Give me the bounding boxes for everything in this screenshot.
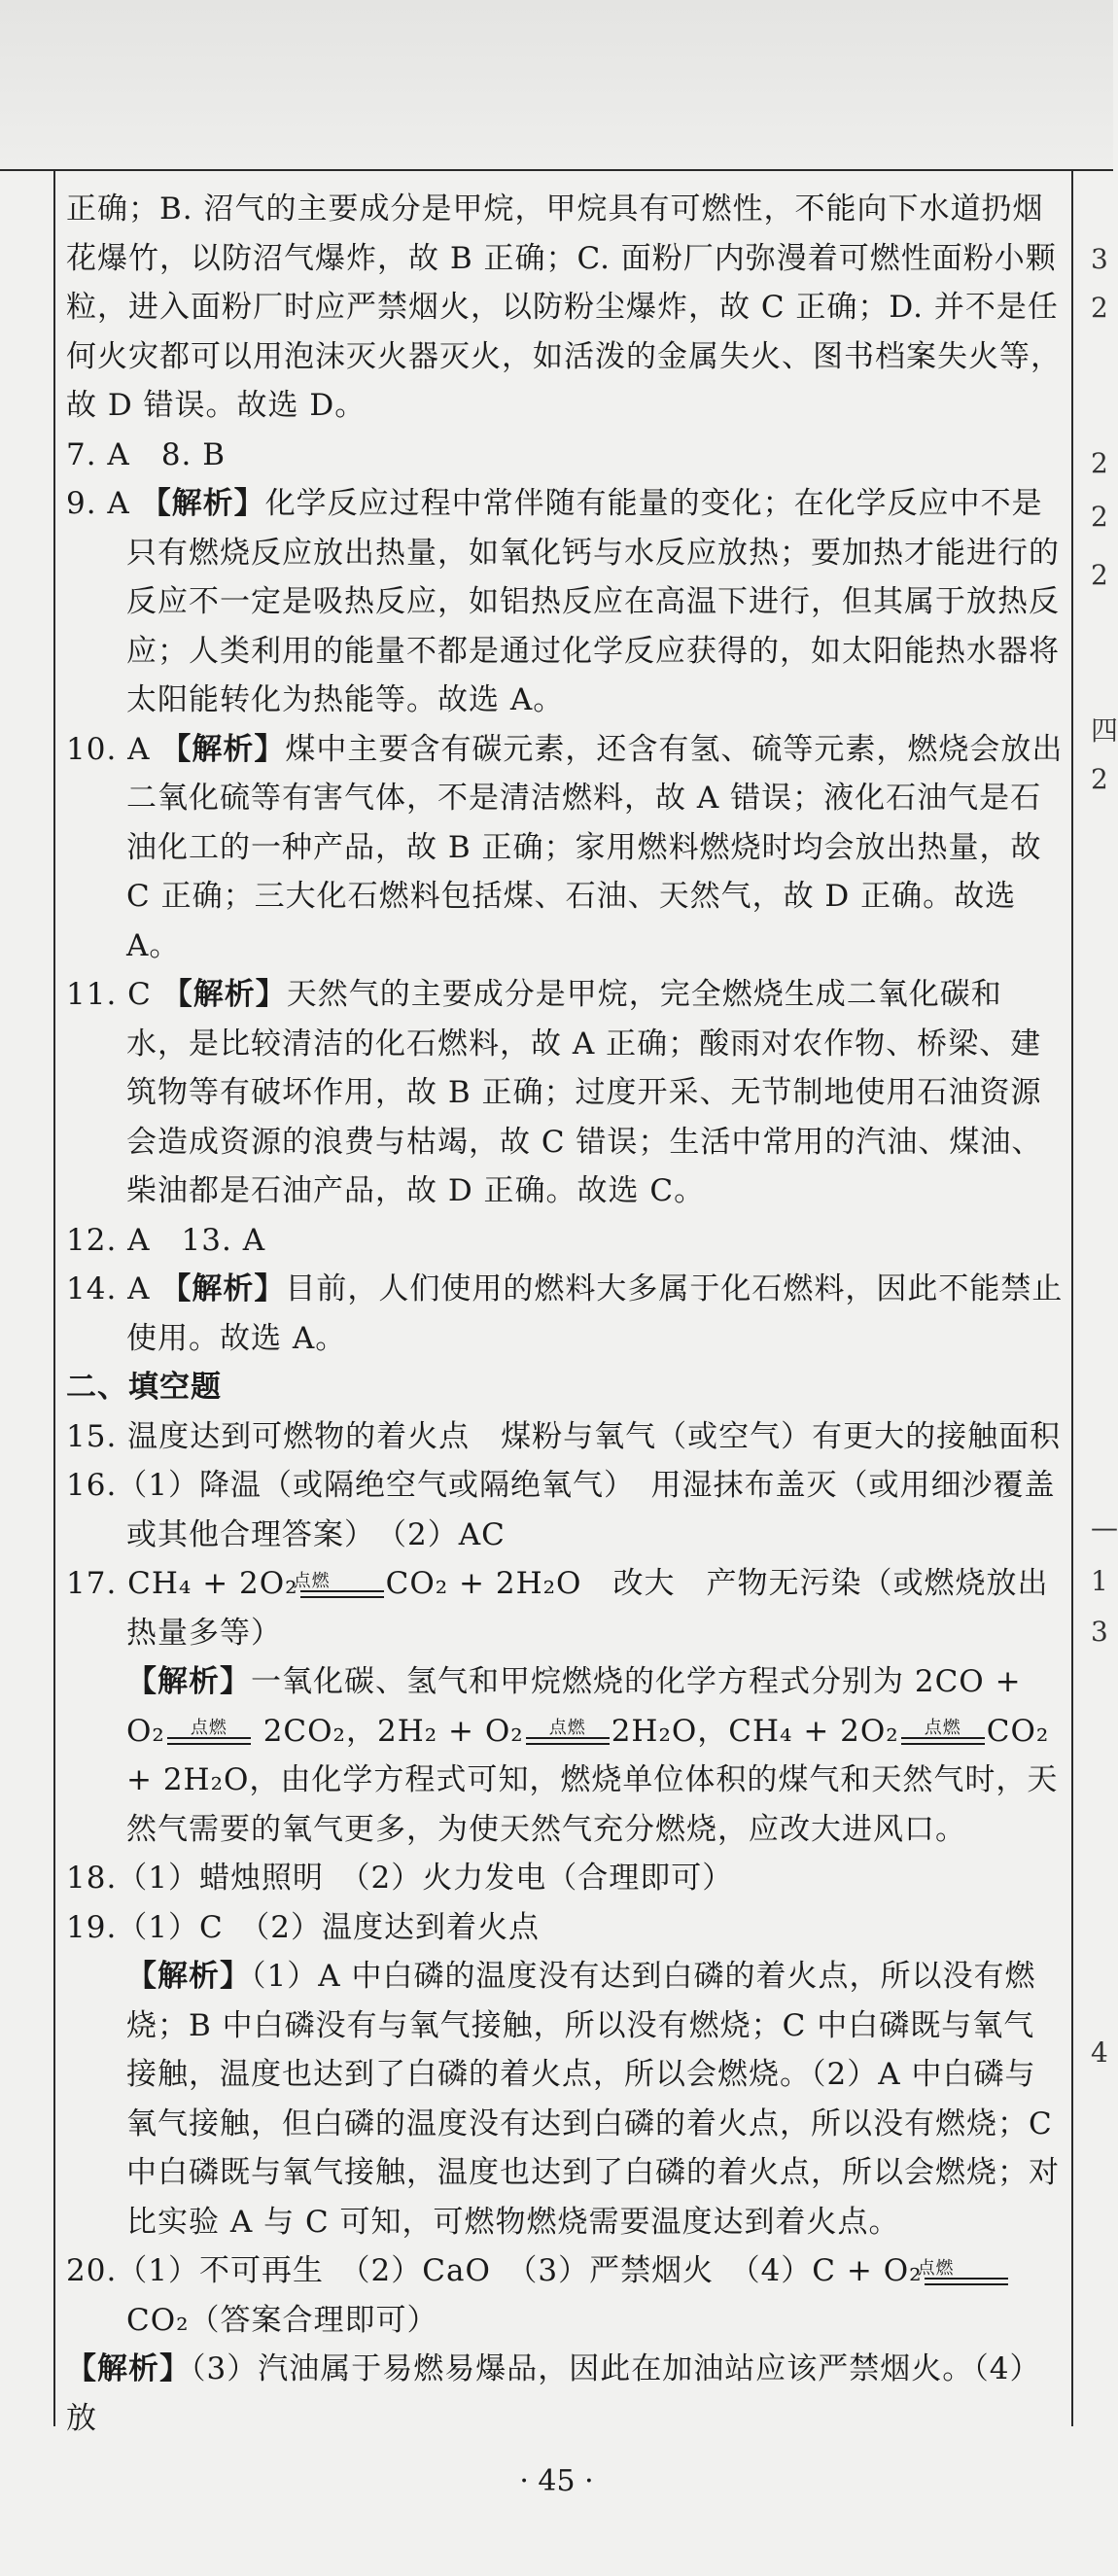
condition-text: 点燃 — [293, 1570, 331, 1591]
condition-text: 点燃 — [190, 1718, 227, 1738]
edge-fragment: 3 — [1091, 243, 1108, 275]
analysis-text: 一氧化碳、氢气和甲烷燃烧的化学方程式分别为 2CO + O₂ — [126, 1664, 1022, 1749]
page-number: · 45 · — [519, 2464, 594, 2498]
equals-bar — [526, 1737, 610, 1745]
analysis-tag: 【解析】 — [140, 486, 265, 521]
edge-fragment: 2 — [1091, 292, 1108, 324]
analysis-text: 化学反应过程中常伴随有能量的变化；在化学反应中不是只有燃烧反应放出热量，如氧化钙与水反应放热；要加热才能进行的反应不一定是吸热反应，如铝热反应在高温下进行，但其属于放热反应；人类利用的能量不都是通过化学反应获得的，如太阳能热水器将太阳能转化为热能等。故选 A。 — [126, 486, 1060, 717]
edge-fragment: 四 — [1091, 714, 1118, 747]
edge-fragment: 2 — [1091, 763, 1108, 795]
reaction-condition — [526, 1720, 610, 1745]
equals-bar — [925, 2278, 1008, 2285]
analysis-tag: 【解析】 — [160, 1271, 286, 1306]
condition-text: 点燃 — [917, 2257, 955, 2279]
analysis-tag: 【解析】 — [161, 977, 287, 1012]
reaction-condition — [167, 1720, 251, 1745]
analysis-text: 目前，人们使用的燃料大多属于化石燃料，因此不能禁止使用。故选 A。 — [126, 1271, 1064, 1356]
analysis-tag: 【解析】 — [126, 1959, 251, 1994]
answer-number: 14. A — [66, 1271, 151, 1306]
answer-20 — [66, 2246, 1064, 2345]
edge-fragment: 1 — [1091, 1565, 1108, 1597]
condition-text: 点燃 — [548, 1718, 586, 1738]
equals-bar — [300, 1590, 384, 1598]
answer-number: 17. — [66, 1566, 118, 1601]
left-margin-line — [53, 171, 55, 2426]
page-top-shade — [0, 0, 1113, 170]
section-heading: 二、填空题 — [66, 1370, 222, 1405]
answer-9 — [66, 479, 1064, 725]
answer-14 — [66, 1265, 1064, 1363]
answer-10 — [66, 725, 1064, 971]
reaction-condition — [917, 2257, 1008, 2285]
answer-19: 19.（1）C （2）温度达到着火点 — [66, 1909, 540, 1945]
top-rule — [0, 169, 1113, 171]
analysis-text: CO₂ + 2H₂O，由化学方程式可 — [126, 1713, 1050, 1797]
continuation-paragraph: 正确；B. 沼气的主要成分是甲烷，甲烷具有可燃性，不能向下水道扔烟花爆竹，以防沼气爆炸，故 B 正确；C. 面粉厂内弥漫着可燃性面粉小颗粒，进入面粉厂时应严禁烟火，以防粉尘爆炸，故 C 正确；D. 并不是任何火灾都可以用泡沫灭火器灭火，如活泼的金属失火、图书档案失火等，故 D 错误。故选 D。 — [66, 191, 1062, 423]
analysis-17 — [66, 1657, 1064, 1854]
analysis-19 — [66, 1952, 1064, 2246]
condition-text: 点燃 — [924, 1718, 961, 1738]
answer-17 — [66, 1559, 1064, 1657]
right-margin-line — [1071, 171, 1073, 2426]
reaction-condition — [901, 1720, 985, 1745]
analysis-tag: 【解析】 — [160, 731, 286, 767]
analysis-text: 天然气的主要成分是甲烷，完全燃烧生成二氧化碳和水，是比较清洁的化石燃料，故 A 正确；酸雨对农作物、桥梁、建筑物等有破坏作用，故 B 正确；过度开采、无节制地使用石油资源会造成资源的浪费与枯竭，故 C 错误；生活中常用的汽油、煤油、柴油都是石油产品，故 D 正确。故选 C。 — [126, 977, 1043, 1208]
answer-15: 15. 温度达到可燃物的着火点 煤粉与氧气（或空气）有更大的接触面积 — [66, 1418, 1062, 1454]
analysis-text: 2CO₂，2H₂ + O₂ — [262, 1713, 524, 1749]
edge-fragment: 2 — [1091, 559, 1108, 591]
answer-12-13: 12. A 13. A — [66, 1222, 266, 1258]
answer-7-8: 7. A 8. B — [66, 436, 227, 472]
answer-number: 10. A — [66, 731, 151, 767]
answer-20-head: 20.（1）不可再生 （2）CaO （3）严禁烟火 （4）C + O₂ — [66, 2253, 923, 2288]
equals-bar — [901, 1737, 985, 1745]
equation-right: CO₂ + 2H₂O — [385, 1566, 582, 1601]
answer-11 — [66, 970, 1064, 1216]
answer-16: 16.（1）降温（或隔绝空气或隔绝氧气） 用湿抹布盖灭（或用细沙覆盖或其他合理答案） （2）AC — [66, 1468, 1056, 1552]
edge-fragment: — — [1091, 1512, 1118, 1544]
equals-bar — [167, 1737, 251, 1745]
edge-fragment: 2 — [1091, 447, 1108, 479]
answer-content — [66, 185, 1064, 2443]
analysis-text: （3）汽油属于易燃易爆品，因此在加油站应该严禁烟火。（4）放 — [66, 2351, 1041, 2436]
equation-left: CH₄ + 2O₂ — [127, 1566, 298, 1601]
edge-fragment: 4 — [1091, 2036, 1108, 2069]
answer-20-tail: CO₂（答案合理即可） — [126, 2302, 438, 2338]
answer-17-rest: 改大 产物无污染（或燃烧放出热量多等） — [126, 1566, 1049, 1651]
answer-number: 9. A — [66, 486, 130, 521]
analysis-tag: 【解析】 — [126, 1664, 251, 1699]
analysis-20 — [66, 2345, 1064, 2443]
reaction-condition — [293, 1570, 384, 1598]
answer-18: 18.（1）蜡烛照明 （2）火力发电（合理即可） — [66, 1861, 734, 1896]
edge-fragment: 2 — [1091, 501, 1108, 533]
answer-number: 11. C — [66, 977, 152, 1012]
analysis-text: 2H₂O，CH₄ + 2O₂ — [611, 1713, 899, 1749]
analysis-tag: 【解析】 — [66, 2351, 191, 2386]
analysis-text: 煤中主要含有碳元素，还含有氢、硫等元素，燃烧会放出二氧化硫等有害气体，不是清洁燃料，故 A 错误；液化石油气是石油化工的一种产品，故 B 正确；家用燃料燃烧时均会放出热量，故 C 正确；三大化石燃料包括煤、石油、天然气，故 D 正确。故选 A。 — [126, 731, 1064, 963]
edge-fragment: 3 — [1091, 1616, 1108, 1648]
analysis-text: （1）A 中白磷的温度没有达到白磷的着火点，所以没有燃烧；B 中白磷没有与氧气接触，所以没有燃烧；C 中白磷既与氧气接触，温度也达到了白磷的着火点，所以会燃烧。（2）A 中白磷与氧气接触，但白磷的温度没有达到白磷的着火点，所以没有燃烧；C 中白磷既与氧气接触，温度也达到了白磷的着火点，所以会燃烧；对比实验 A 与 C 可知，可燃物燃烧需要温度达到着火点。 — [126, 1959, 1060, 2240]
analysis-text: 知，燃烧单位体积的煤气和天然气时，天然气需要的氧气更多，为使天然气充分燃烧，应改大进风口。 — [126, 1762, 1059, 1847]
